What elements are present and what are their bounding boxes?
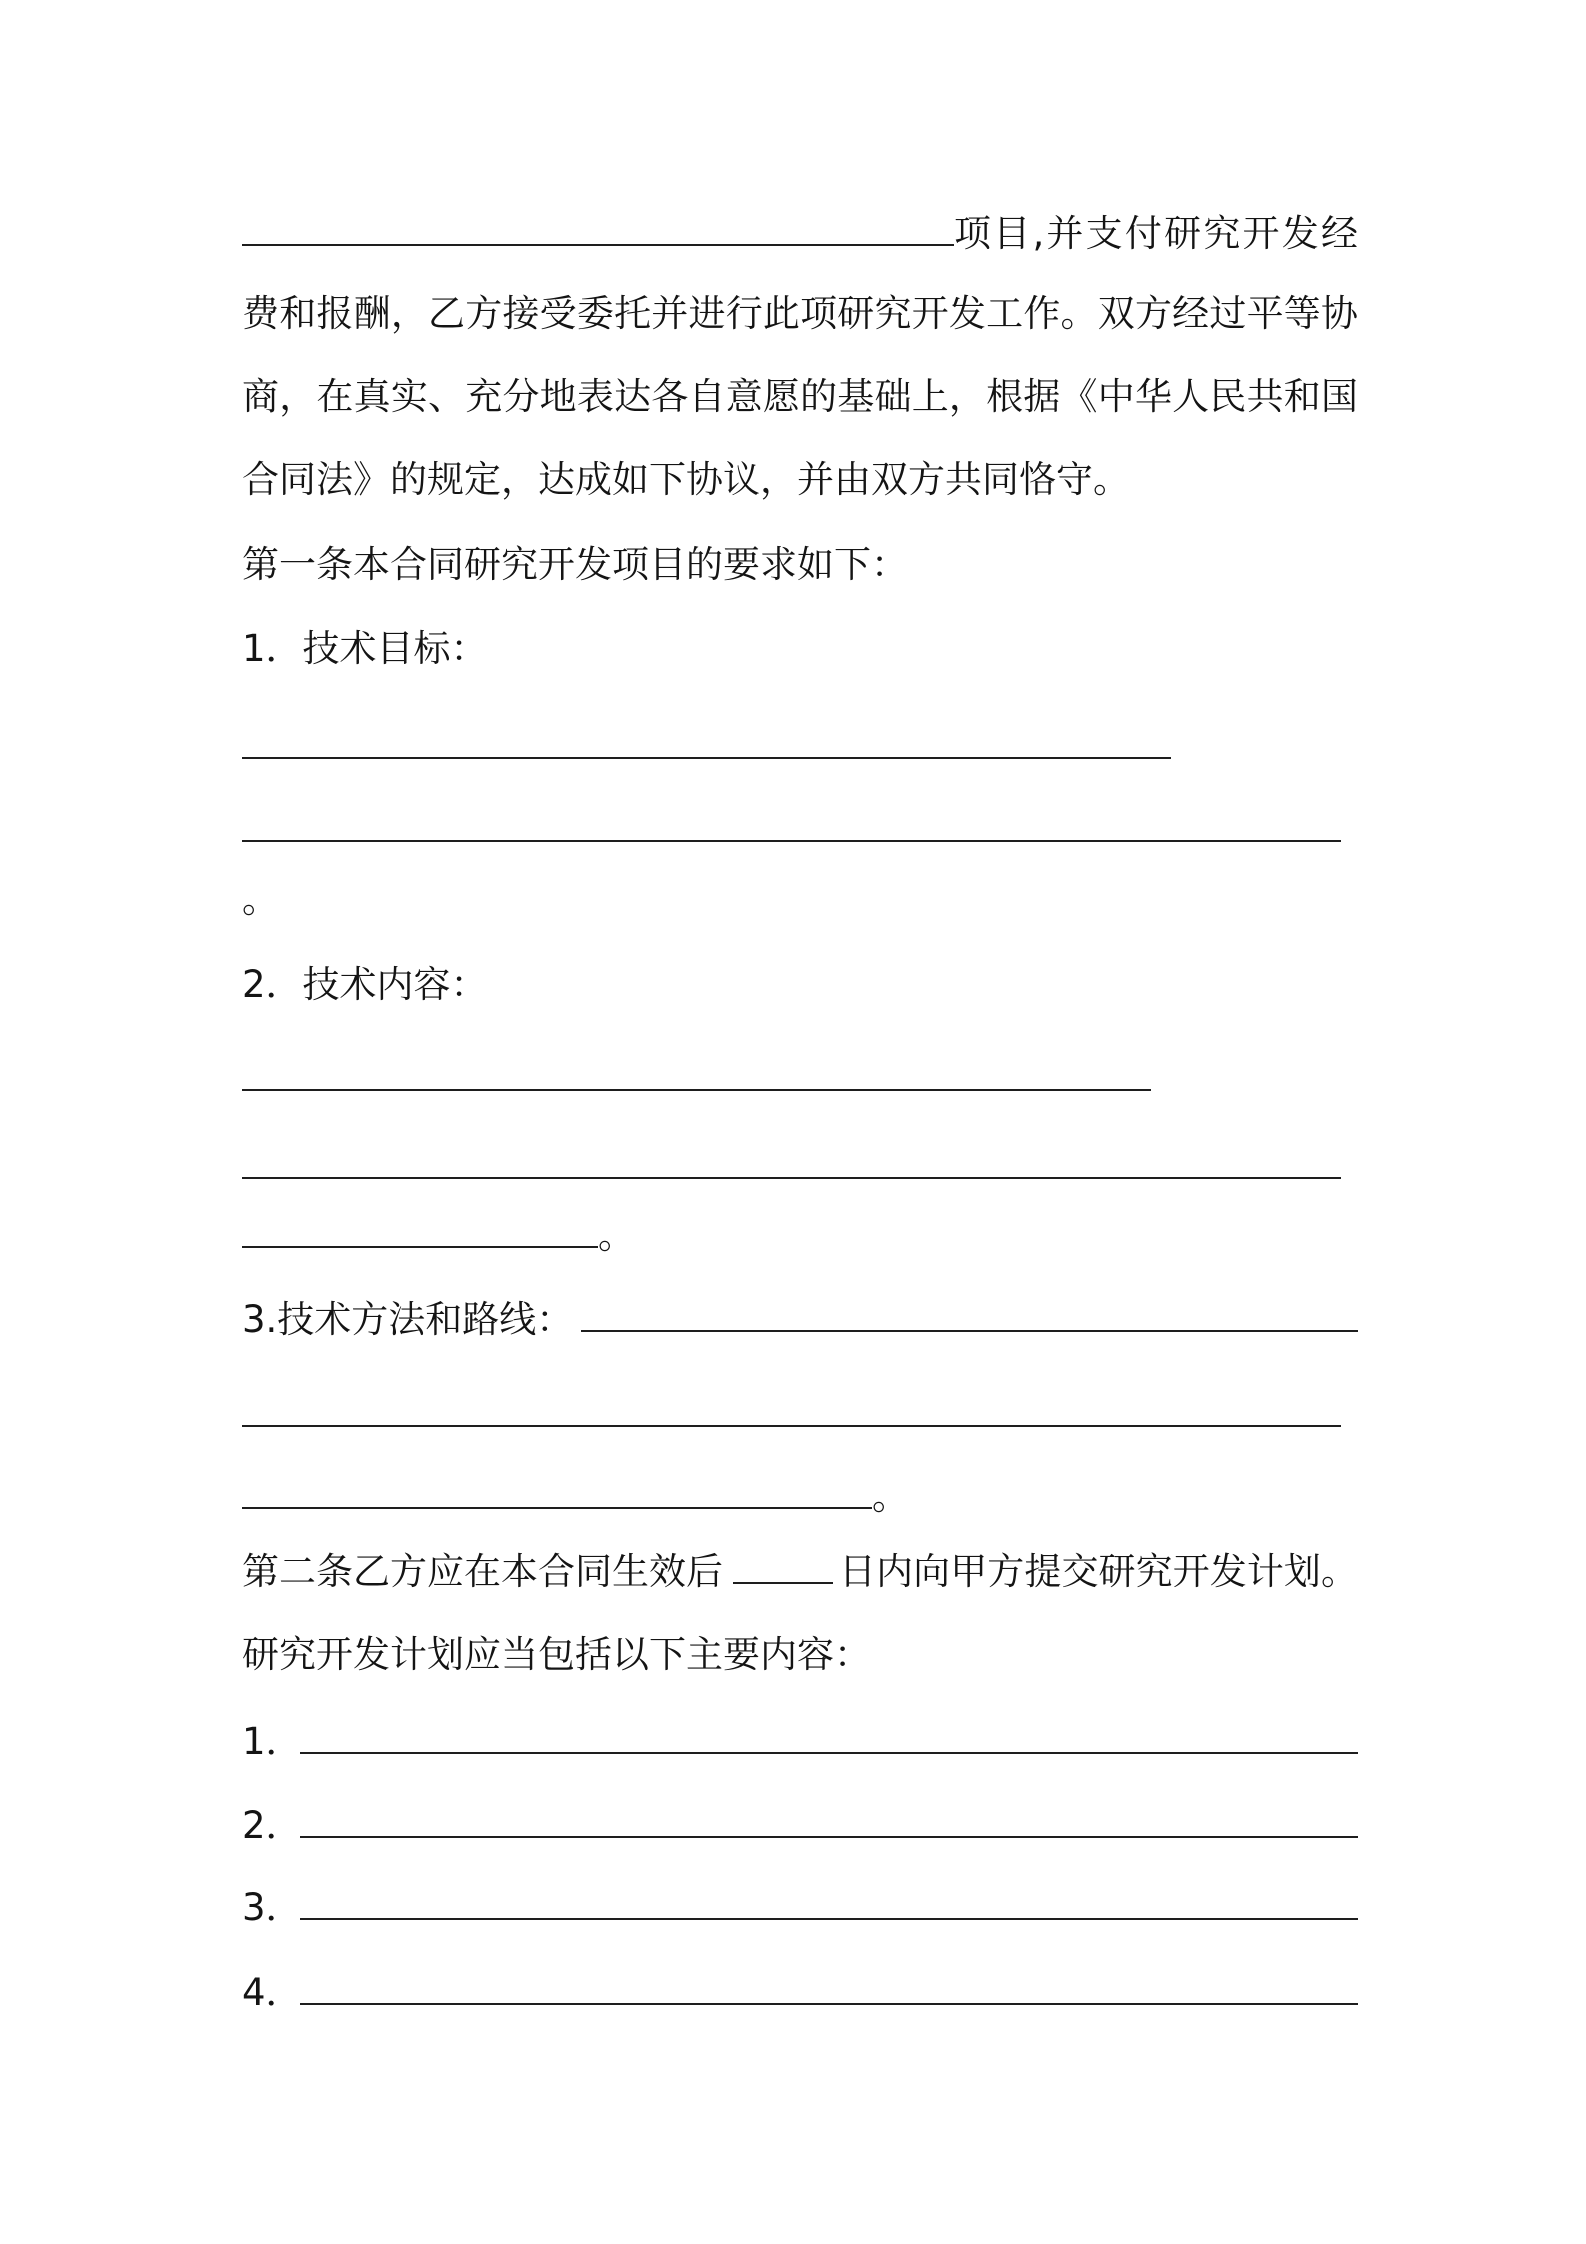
- plan-intro: 研究开发计划应当包括以下主要内容：: [242, 1633, 871, 1676]
- item-2-end-mark: 。: [598, 1214, 635, 1257]
- intro-line-4: 合同法》的规定，达成如下协议，并由双方共同恪守。: [242, 458, 1130, 501]
- plan-item-label: 3．: [242, 1886, 303, 1929]
- plan-item-2: [242, 1801, 1358, 1851]
- blank-line: [242, 1212, 598, 1248]
- blank-line: [242, 1055, 1151, 1091]
- blank-line: [300, 1884, 1358, 1920]
- article-2-heading: [242, 1547, 1358, 1597]
- intro-line-3: 商，在真实、充分地表达各自意愿的基础上，根据《中华人民共和国: [242, 375, 1358, 418]
- plan-item-1: [242, 1717, 1358, 1767]
- blank-line: [242, 723, 1171, 759]
- item-2-blank-row-1: [242, 1054, 1358, 1104]
- item-3-end-mark: 。: [872, 1475, 909, 1518]
- item-2-blank-row-2: [242, 1142, 1358, 1192]
- item-1-blank-row-1: [242, 722, 1358, 772]
- blank-line: [300, 1718, 1358, 1754]
- blank-line: [242, 210, 954, 246]
- item-1-end-mark: 。: [242, 878, 279, 921]
- blank-line: [581, 1296, 1358, 1332]
- plan-item-3: [242, 1883, 1358, 1933]
- blank-line: [242, 1143, 1341, 1179]
- blank-line: [242, 1473, 872, 1509]
- plan-item-label: 4．: [242, 1971, 303, 2014]
- intro-line-1: [242, 209, 1358, 259]
- article-2-heading-before: 第二条乙方应在本合同生效后: [242, 1550, 723, 1593]
- item-3-row: [242, 1295, 1358, 1345]
- item-1-label: 1．技术目标：: [242, 627, 488, 670]
- item-3-blank-row-1: [242, 1390, 1358, 1440]
- blank-line: [733, 1548, 833, 1584]
- item-2-label: 2．技术内容：: [242, 963, 488, 1006]
- item-1-blank-row-2: [242, 805, 1358, 855]
- blank-line: [300, 1969, 1358, 2005]
- item-3-label: 3.技术方法和路线：: [242, 1298, 574, 1341]
- blank-line: [242, 1391, 1341, 1427]
- plan-item-4: [242, 1968, 1358, 2018]
- article-1-heading: 第一条本合同研究开发项目的要求如下：: [242, 543, 908, 586]
- blank-line: [242, 806, 1341, 842]
- blank-line: [300, 1802, 1358, 1838]
- item-3-blank-row-2: [242, 1472, 1358, 1522]
- item-2-blank-row-3: [242, 1211, 1358, 1261]
- intro-line-1-text: 项目,并支付研究开发经: [954, 212, 1358, 255]
- plan-item-label: 2．: [242, 1804, 303, 1847]
- plan-item-label: 1．: [242, 1720, 303, 1763]
- intro-line-2: 费和报酬，乙方接受委托并进行此项研究开发工作。双方经过平等协: [242, 292, 1358, 335]
- article-2-heading-after: 日内向甲方提交研究开发计划。: [839, 1550, 1358, 1593]
